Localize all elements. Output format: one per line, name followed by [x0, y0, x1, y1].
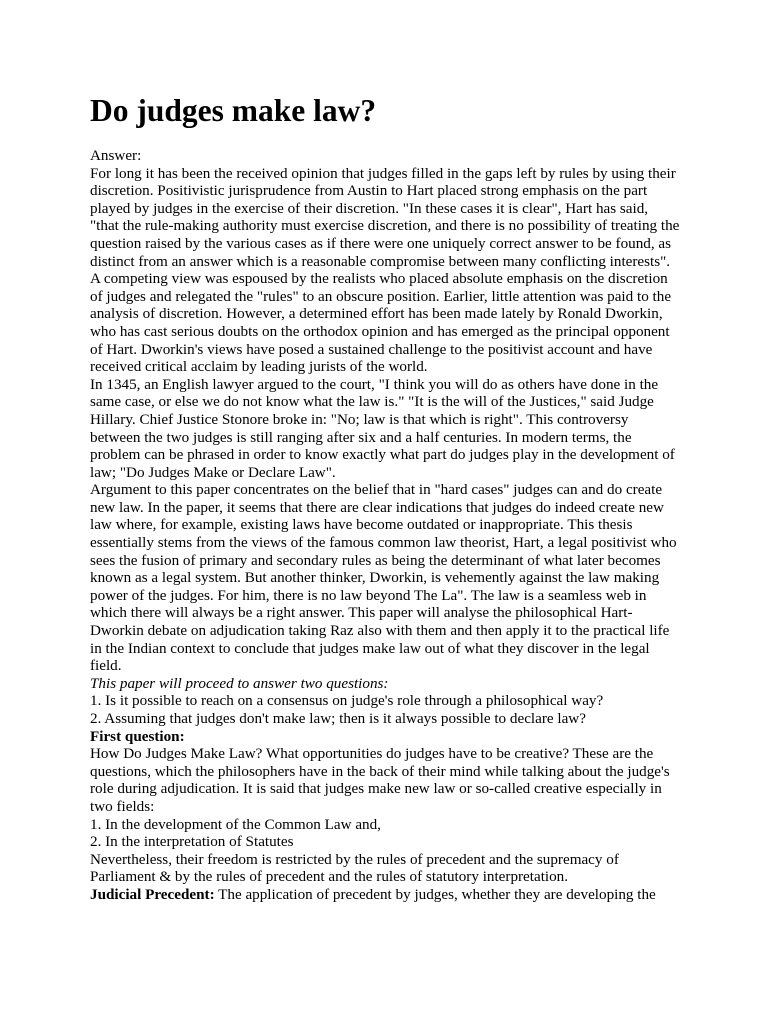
question-1: 1. Is it possible to reach on a consensus on judge's role through a philosophical way?	[90, 692, 604, 710]
judicial-precedent-label: Judicial Precedent:	[90, 885, 215, 903]
paragraph-judicial-precedent	[90, 886, 680, 904]
first-question-heading: First question:	[90, 727, 185, 745]
paragraph-1345: In 1345, an English lawyer argued to the court, "I think you will do as others have done in the same case, or else we do not know what the law is." "It is the will of the Justices," said Judge Hillary. Chief Justice Stonore broke in: "No; law is that which is right". This controversy between the two judges is still ranging after six and a half centuries. In modern terms, the problem can be phrased in order to know exactly what part do judges play in the development of law; "Do Judges Make or Declare Law".	[90, 375, 675, 481]
question-2: 2. Assuming that judges don't make law; then is it always possible to declare law?	[90, 710, 586, 727]
paragraph-how-judges: How Do Judges Make Law? What opportunities do judges have to be creative? These are the questions, which the philosophers have in the back of their mind while talking about the judge's role during adjudication. It is said that judges make new law or so-called creative especially in two fields:	[90, 745, 670, 815]
paragraph-argument: Argument to this paper concentrates on the belief that in "hard cases" judges can and do create new law. In the paper, it seems that there are clear indications that judges do indeed create new law where, for example, existing laws have become outdated or inappropriate. This thesis essentially stems from the views of the famous common law theorist, Hart, a legal positivist who sees the fusion of primary and secondary rules as being the determinant of what later becomes known as a legal system. But another thinker, Dworkin, is vehemently against the law making power of the judges. For him, there is no law beyond The La". The law is a seamless web in which there will always be a right answer. This paper will analyse the philosophical Hart-Dworkin debate on adjudication taking Raz also with them and then apply it to the practical life in the Indian context to conclude that judges make law out of what they discover in the legal field.	[90, 481, 677, 675]
judicial-precedent-text: The application of precedent by judges, whether they are developing the	[214, 885, 656, 903]
paragraph-freedom: Nevertheless, their freedom is restricted by the rules of precedent and the supremacy of Parliament & by the rules of precedent and the rules of statutory interpretation.	[90, 850, 619, 886]
paragraph-realists: A competing view was espoused by the realists who placed absolute emphasis on the discretion of judges and relegated the "rules" to an obscure position. Earlier, little attention was paid to the analysis of discretion. However, a determined effort has been made lately by Ronald Dworkin, who has cast serious doubts on the orthodox opinion and has emerged as the principal opponent of Hart. Dworkin's views have posed a sustained challenge to the positivist account and have received critical acclaim by leading jurists of the world.	[90, 270, 672, 376]
field-1: 1. In the development of the Common Law and,	[90, 815, 381, 833]
document-title: Do judges make law?	[90, 93, 377, 128]
paragraph-discretion: For long it has been the received opinion that judges filled in the gaps left by rules by using their discretion. Positivistic jurisprudence from Austin to Hart placed strong emphasis on the part played by judges in the exercise of their discretion. "In these cases it is clear", Hart has said, "that the rule-making authority must exercise discretion, and there is no possibility of treating the question raised by the various cases as if there were one uniquely correct answer to be found, as distinct from an answer which is a reasonable compromise between many conflicting interests".	[90, 164, 680, 270]
field-2: 2. In the interpretation of Statutes	[90, 833, 294, 851]
document-body	[90, 147, 680, 904]
questions-intro: This paper will proceed to answer two questions:	[90, 674, 389, 692]
answer-label: Answer:	[90, 147, 142, 164]
